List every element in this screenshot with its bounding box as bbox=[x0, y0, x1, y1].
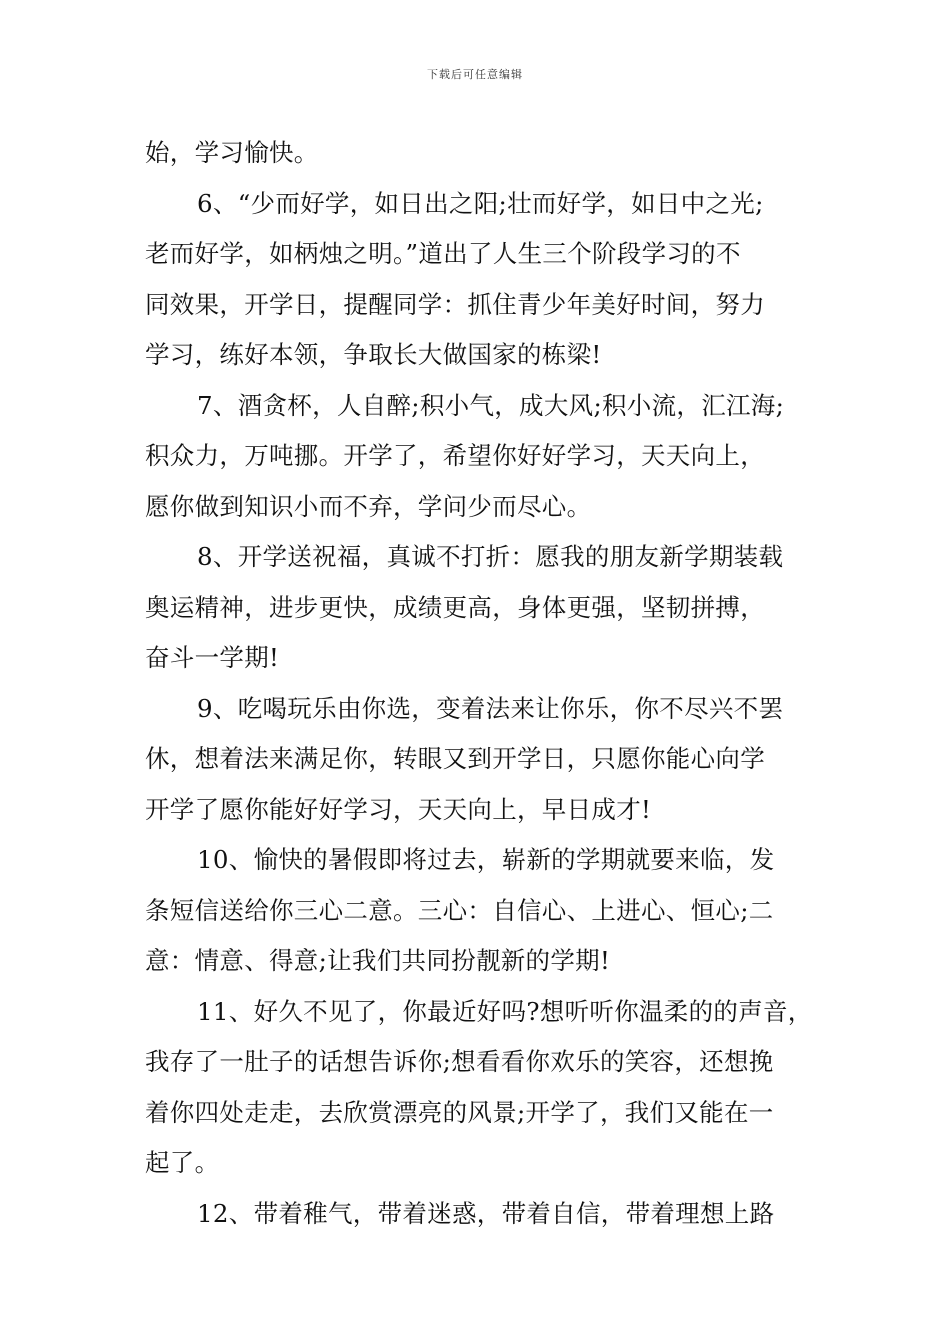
text-line: 9、吃喝玩乐由你选，变着法来让你乐，你不尽兴不罢 bbox=[197, 693, 784, 723]
text-line: 10、愉快的暑假即将过去，崭新的学期就要来临，发 bbox=[197, 845, 775, 874]
text-line: 同效果，开学日，提醒同学：抓住青少年美好时间，努力 bbox=[145, 289, 765, 319]
text-line: 7、酒贪杯，人自醉;积小气，成大风;积小流，汇江海; bbox=[197, 390, 785, 420]
text-line: 8、开学送祝福，真诚不打折：愿我的朋友新学期装载 bbox=[197, 542, 784, 571]
text-line: 奋斗一学期! bbox=[145, 643, 280, 672]
text-line: 开学了愿你能好好学习，天天向上，早日成才! bbox=[145, 794, 652, 824]
text-line: 学习，练好本领，争取长大做国家的栋梁! bbox=[145, 340, 602, 369]
text-line: 起了。 bbox=[145, 1148, 220, 1177]
text-line: 11、好久不见了，你最近好吗?想听听你温柔的的声音， bbox=[197, 996, 813, 1026]
text-line: 我存了一肚子的话想告诉你;想看看你欢乐的笑容，还想挽 bbox=[145, 1047, 774, 1076]
text-line: 积众力，万吨挪。开学了，希望你好好学习，天天向上， bbox=[145, 441, 765, 470]
text-line: 休，想着法来满足你，转眼又到开学日，只愿你能心向学 bbox=[145, 744, 765, 773]
text-line: 老而好学，如柄烛之明。”道出了人生三个阶段学习的不 bbox=[145, 239, 741, 268]
text-line: 条短信送给你三心二意。三心：自信心、上进心、恒心;二 bbox=[145, 895, 774, 925]
text-line: 愿你做到知识小而不弃，学问少而尽心。 bbox=[145, 491, 592, 521]
page-header: 下载后可任意编辑 bbox=[427, 68, 523, 81]
document-body bbox=[145, 128, 815, 1239]
text-line: 12、带着稚气，带着迷惑，带着自信，带着理想上路 bbox=[197, 1198, 775, 1228]
text-line: 6、“少而好学，如日出之阳;壮而好学，如日中之光; bbox=[197, 188, 764, 218]
text-line: 奥运精神，进步更快，成绩更高，身体更强，坚韧拼搏， bbox=[145, 592, 765, 622]
text-line: 着你四处走走，去欣赏漂亮的风景;开学了，我们又能在一 bbox=[145, 1097, 774, 1127]
text-line: 始，学习愉快。 bbox=[145, 138, 319, 167]
text-line: 意：情意、得意;让我们共同扮靓新的学期! bbox=[145, 946, 611, 975]
